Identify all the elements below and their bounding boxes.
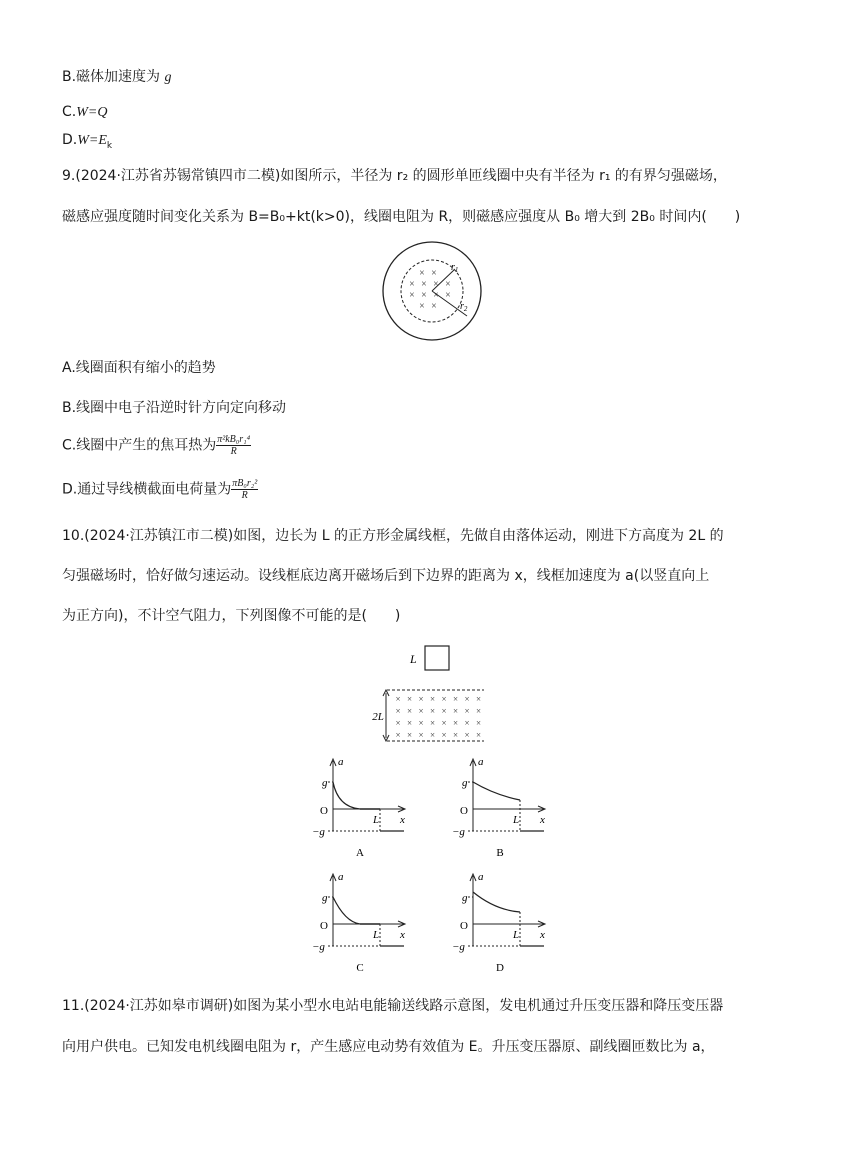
label-tick_L: L xyxy=(513,814,520,826)
question-10-stem-line3: 为正方向)，不计空气阻力，下列图像不可能的是( ) xyxy=(62,608,401,624)
field-mark: × xyxy=(418,694,424,704)
field-mark: × xyxy=(441,694,447,704)
label-tick_g: g xyxy=(462,892,468,904)
field-mark: × xyxy=(418,730,424,740)
graph-label: B xyxy=(496,847,504,859)
field-mark: × xyxy=(406,694,413,704)
fraction: $\frac{\text{πB₀r₂²}}{R}$ xyxy=(232,478,258,501)
graph-c xyxy=(312,871,405,974)
label-tick_neg_g: −g xyxy=(312,941,325,953)
label-axis_y: a xyxy=(338,871,344,883)
option-9a: A.线圈面积有缩小的趋势 xyxy=(62,360,216,376)
label-tick_g: g xyxy=(322,777,328,789)
label-axis_y: a xyxy=(478,871,484,883)
field-height-label: 2L xyxy=(372,711,384,723)
label-axis_x: x xyxy=(400,814,405,826)
fraction: $\frac{\text{π²kB₀r₁⁴}}{R}$ xyxy=(217,434,251,457)
svg-text:×: × xyxy=(409,279,415,290)
curve xyxy=(473,782,520,800)
field-mark: × xyxy=(475,694,482,704)
field-mark: × xyxy=(429,730,436,740)
field-mark: × xyxy=(452,730,459,740)
field-mark: × xyxy=(429,718,436,728)
svg-text:×: × xyxy=(421,290,427,301)
option-8b: B.磁体加速度为 g xyxy=(62,69,172,85)
field-mark: × xyxy=(429,694,436,704)
svg-text:×: × xyxy=(445,290,451,301)
graph-label: C xyxy=(356,962,364,974)
frame-label: L xyxy=(410,652,417,666)
field-mark: × xyxy=(475,730,482,740)
question-9-stem-line1: 9.(2024·江苏省苏锡常镇四市二模)如图所示，半径为 r₂ 的圆形单匝线圈中央有半径为 r₁ 的有界匀强磁场， xyxy=(62,168,727,184)
field-mark: × xyxy=(475,706,482,716)
label-origin: O xyxy=(460,920,468,932)
curve xyxy=(333,897,360,924)
svg-text:×: × xyxy=(431,301,437,312)
label-origin: O xyxy=(320,920,328,932)
svg-text:×: × xyxy=(433,290,439,301)
question-10-stem-line1: 10.(2024·江苏镇江市二模)如图，边长为 L 的正方形金属线框，先做自由落体运动，刚进下方高度为 2L 的 xyxy=(62,528,724,544)
field-mark: × xyxy=(395,706,401,716)
field-mark: × xyxy=(464,706,470,716)
square-frame xyxy=(425,646,449,670)
curve xyxy=(333,782,360,809)
label-tick_L: L xyxy=(373,929,380,941)
field-mark: × xyxy=(395,730,401,740)
label-tick_g: g xyxy=(462,777,468,789)
field-mark: × xyxy=(475,718,482,728)
label-tick_neg_g: −g xyxy=(452,826,465,838)
label-axis_x: x xyxy=(540,929,545,941)
svg-text:×: × xyxy=(445,279,451,290)
field-mark: × xyxy=(452,706,459,716)
question-10-figure xyxy=(300,640,560,985)
question-9-stem-line2: 磁感应强度随时间变化关系为 B=B₀+kt(k>0)，线圈电阻为 R，则磁感应强度从 B₀ 增大到 2B₀ 时间内( ) xyxy=(62,209,741,225)
label-r1: $r_1$ xyxy=(451,262,459,274)
field-mark: × xyxy=(406,706,413,716)
field-mark: × xyxy=(406,718,413,728)
option-8d: $D.W=E_k$ xyxy=(62,132,113,151)
graph-label: D xyxy=(496,962,504,974)
field-mark: × xyxy=(441,706,447,716)
field-marks xyxy=(409,268,451,312)
curve xyxy=(473,892,520,912)
svg-text:×: × xyxy=(419,268,425,279)
field-mark: × xyxy=(441,730,447,740)
svg-text:×: × xyxy=(421,279,427,290)
svg-text:×: × xyxy=(419,301,425,312)
graph-d xyxy=(452,871,545,974)
label-tick_neg_g: −g xyxy=(312,826,325,838)
field-mark: × xyxy=(441,718,447,728)
svg-text:×: × xyxy=(431,268,437,279)
field-mark: × xyxy=(395,694,401,704)
field-mark: × xyxy=(429,706,436,716)
option-9b: B.线圈中电子沿逆时针方向定向移动 xyxy=(62,400,287,416)
label-tick_L: L xyxy=(513,929,520,941)
option-8c: C.W=Q xyxy=(62,104,108,120)
label-r2: $r_2$ xyxy=(460,301,468,313)
field-mark: × xyxy=(464,694,470,704)
svg-text:×: × xyxy=(433,279,439,290)
field-mark: × xyxy=(464,718,470,728)
label-origin: O xyxy=(320,805,328,817)
label-tick_neg_g: −g xyxy=(452,941,465,953)
label-tick_L: L xyxy=(373,814,380,826)
field-marks xyxy=(395,694,481,740)
label-axis_y: a xyxy=(478,756,484,768)
field-mark: × xyxy=(406,730,413,740)
option-9d: D.通过导线横截面电荷量为 $\frac{\text{πB₀r₂²}}{R}$ xyxy=(62,478,258,501)
field-mark: × xyxy=(418,706,424,716)
question-11-stem-line1: 11.(2024·江苏如皋市调研)如图为某小型水电站电能输送线路示意图，发电机通过升压变压器和降压变压器 xyxy=(62,998,724,1014)
field-mark: × xyxy=(452,718,459,728)
field-mark: × xyxy=(418,718,424,728)
field-mark: × xyxy=(464,730,470,740)
graph-b xyxy=(452,756,545,859)
field-mark: × xyxy=(452,694,459,704)
question-10-stem-line2: 匀强磁场时，恰好做匀速运动。设线框底边离开磁场后到下边界的距离为 x，线框加速度为 a(以竖直向上 xyxy=(62,568,710,584)
question-9-figure xyxy=(378,240,488,342)
label-tick_g: g xyxy=(322,892,328,904)
label-axis_x: x xyxy=(400,929,405,941)
field-mark: × xyxy=(395,718,401,728)
label-origin: O xyxy=(460,805,468,817)
label-axis_x: x xyxy=(540,814,545,826)
svg-text:×: × xyxy=(409,290,415,301)
graph-a xyxy=(312,756,405,859)
label-axis_y: a xyxy=(338,756,344,768)
question-11-stem-line2: 向用户供电。已知发电机线圈电阻为 r，产生感应电动势有效值为 E。升压变压器原、副线圈匝数比为 a， xyxy=(62,1039,715,1055)
option-9c: C.线圈中产生的焦耳热为 $\frac{\text{π²kB₀r₁⁴}}{R}$ xyxy=(62,434,251,457)
graph-label: A xyxy=(356,847,364,859)
